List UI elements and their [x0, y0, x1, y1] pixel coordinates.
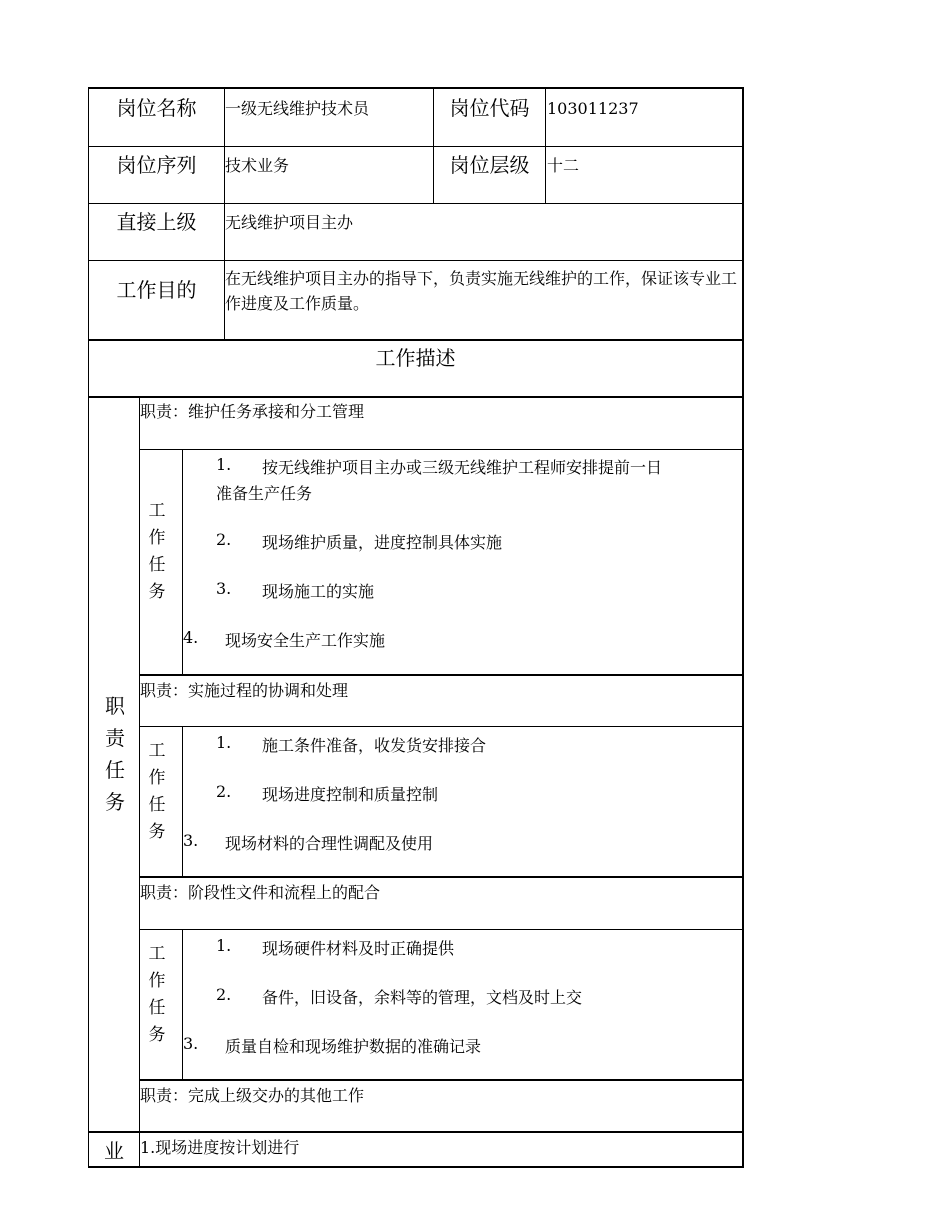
task-number: 1. [216, 455, 232, 474]
task-number: 1. [216, 733, 232, 752]
level-label: 岗位层级 [449, 153, 530, 177]
supervisor-value: 无线维护项目主办 [225, 213, 354, 232]
task-text: 备件，旧设备，余料等的管理，文档及时上交 [262, 988, 583, 1007]
task-text: 现场进度控制和质量控制 [262, 785, 439, 804]
duty-title: 职责：阶段性文件和流程上的配合 [140, 883, 381, 902]
task-text: 现场硬件材料及时正确提供 [262, 939, 455, 958]
task-number: 3. [183, 831, 199, 850]
task-number: 3. [216, 579, 232, 598]
task-text: 按无线维护项目主办或三级无线维护工程师安排提前一日 [262, 458, 663, 477]
task-label: 工作任务 [148, 944, 166, 1045]
supervisor-label: 直接上级 [116, 210, 197, 234]
duty-title: 职责：维护任务承接和分工管理 [140, 402, 365, 421]
task-label: 工作任务 [148, 501, 166, 602]
sequence-label: 岗位序列 [116, 153, 197, 177]
position-code-value: 103011237 [547, 99, 639, 118]
task-text: 现场安全生产工作实施 [225, 631, 386, 650]
purpose-value: 在无线维护项目主办的指导下，负责实施无线维护的工作，保证该专业工作进度及工作质量。 [225, 269, 738, 313]
duty-title: 职责：实施过程的协调和处理 [140, 681, 349, 700]
task-text: 质量自检和现场维护数据的准确记录 [225, 1037, 482, 1056]
task-text: 施工条件准备，收发货安排接合 [262, 736, 487, 755]
position-name-value: 一级无线维护技术员 [225, 99, 370, 118]
task-number: 4. [183, 628, 199, 647]
task-text: 现场维护质量，进度控制具体实施 [262, 533, 503, 552]
description-title: 工作描述 [375, 346, 456, 370]
task-text: 现场施工的实施 [262, 582, 375, 601]
purpose-label: 工作目的 [116, 278, 197, 302]
task-number: 2. [216, 985, 232, 1004]
task-text: 现场材料的合理性调配及使用 [225, 834, 434, 853]
position-code-label: 岗位代码 [449, 96, 530, 120]
task-number: 3. [183, 1034, 199, 1053]
level-value: 十二 [547, 156, 580, 175]
task-label: 工作任务 [148, 741, 166, 842]
task-number: 2. [216, 530, 232, 549]
footer-value: 1.现场进度按计划进行 [140, 1138, 300, 1157]
footer-label: 业 [104, 1139, 124, 1163]
sequence-value: 技术业务 [225, 156, 290, 175]
task-number: 1. [216, 936, 232, 955]
task-text-continued: 准备生产任务 [216, 484, 313, 503]
task-number: 2. [216, 782, 232, 801]
duty-section-label: 职责任务 [105, 694, 125, 814]
position-name-label: 岗位名称 [116, 96, 197, 120]
duty-title: 职责：完成上级交办的其他工作 [140, 1086, 365, 1105]
